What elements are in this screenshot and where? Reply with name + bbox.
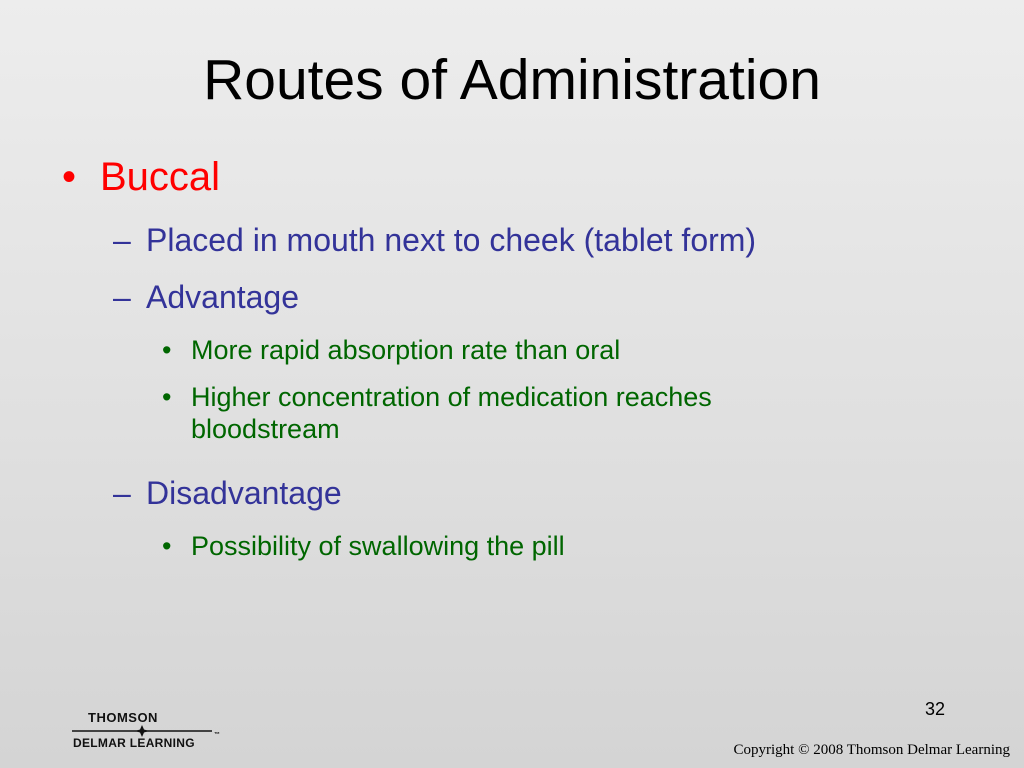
bullet-text: Possibility of swallowing the pill: [191, 531, 565, 561]
bullet-level2-placed: [113, 224, 756, 256]
page-number: 32: [925, 699, 946, 719]
bullet-level3-swallowing: [162, 530, 882, 562]
bullet-text: Higher concentration of medication reaches bloodstream: [191, 382, 712, 445]
bullet-icon: •: [62, 155, 77, 199]
bullet-text: More rapid absorption rate than oral: [191, 335, 621, 365]
thomson-delmar-logo: [70, 706, 230, 754]
dash-icon: –: [113, 279, 131, 315]
copyright-text: Copyright © 2008 Thomson Delmar Learning: [733, 742, 1010, 758]
bullet-level3-rapid-absorption: [162, 334, 882, 366]
logo-bottom-text: DELMAR LEARNING: [73, 736, 195, 750]
bullet-level3-higher-concentration: [162, 381, 862, 446]
bullet-icon: •: [162, 335, 172, 365]
bullet-level2-advantage: [113, 281, 299, 313]
bullet-icon: •: [162, 531, 172, 561]
bullet-text: Buccal: [100, 155, 221, 199]
logo-top-text: THOMSON: [88, 710, 158, 725]
logo-trademark: ™: [214, 732, 220, 738]
bullet-level1-buccal: [62, 157, 220, 197]
bullet-text: Placed in mouth next to cheek (tablet form): [146, 222, 757, 258]
dash-icon: –: [113, 475, 131, 511]
bullet-text: Advantage: [146, 279, 300, 315]
bullet-level2-disadvantage: [113, 477, 342, 509]
slide-title: Routes of Administration: [203, 48, 821, 112]
bullet-icon: •: [162, 382, 172, 412]
bullet-text: Disadvantage: [146, 475, 342, 511]
dash-icon: –: [113, 222, 131, 258]
